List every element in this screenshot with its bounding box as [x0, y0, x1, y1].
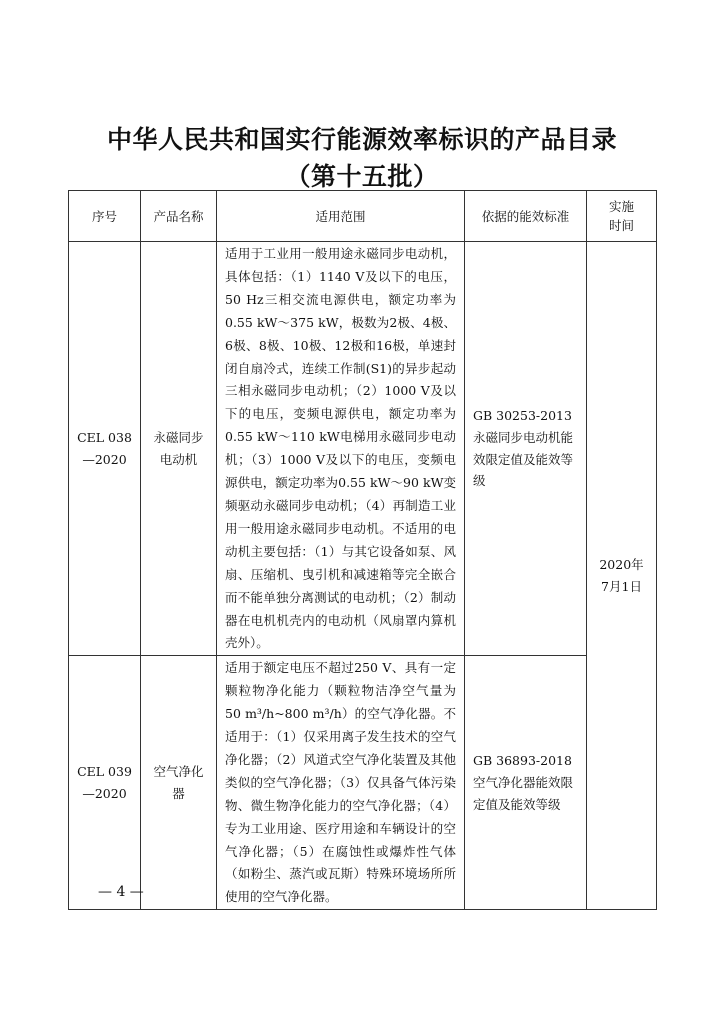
page-subtitle: （第十五批）: [285, 162, 439, 191]
row-product-name: 永磁同步电动机: [141, 242, 217, 656]
table-header-row: [69, 191, 657, 242]
table-row: [69, 242, 657, 656]
row-standard: GB 36893-2018空气净化器能效限定值及能效等级: [465, 656, 587, 910]
effective-date-cell: 2020年7月1日: [587, 242, 657, 910]
row-number: CEL 039—2020: [69, 656, 141, 910]
header-product-name: 产品名称: [141, 191, 217, 242]
header-effective-date: 实施时间: [587, 191, 657, 242]
header-standard: 依据的能效标准: [465, 191, 587, 242]
row-number: CEL 038—2020: [69, 242, 141, 656]
page-title: 中华人民共和国实行能源效率标识的产品目录: [106, 125, 617, 154]
table-row: [69, 656, 657, 910]
product-catalog-table: [68, 190, 657, 910]
row-scope: 适用于工业用一般用途永磁同步电动机，具体包括：（1）1140 V及以下的电压，50 Hz三相交流电源供电，额定功率为0.55 kW～375 kW，极数为2极、4极、6极、8极、10极、12极和16极，单速封闭自扇冷式，连续工作制(S1)的异步起动三相永磁同步电动机；（2）1000 V及以下的电压，变频电源供电，额定功率为0.55 kW～110 kW电梯用永磁同步电动机；（3）1000 V及以下的电压，变频电源供电，额定功率为0.55 kW～90 kW变频驱动永磁同步电动机；（4）再制造工业用一般用途永磁同步电动机。不适用的电动机主要包括：（1）与其它设备如泵、风扇、压缩机、曳引机和减速箱等完全嵌合而不能单独分离测试的电动机；（2）制动器在电机机壳内的电动机（风扇罩内算机壳外）。: [217, 242, 465, 656]
row-standard: GB 30253-2013永磁同步电动机能效限定值及能效等级: [465, 242, 587, 656]
row-product-name: 空气净化器: [141, 656, 217, 910]
header-number: 序号: [69, 191, 141, 242]
page-number: — 4 —: [98, 884, 144, 900]
header-scope: 适用范围: [217, 191, 465, 242]
row-scope: 适用于额定电压不超过250 V、具有一定颗粒物净化能力（颗粒物洁净空气量为 50 m³/h~800 m³/h）的空气净化器。不适用于：（1）仅采用离子发生技术的空气净化器；（2）风道式空气净化装置及其他类似的空气净化器；（3）仅具备气体污染物、微生物净化能力的空气净化器；（4）专为工业用途、医疗用途和车辆设计的空气净化器；（5）在腐蚀性或爆炸性气体（如粉尘、蒸汽或瓦斯）特殊环境场所所使用的空气净化器。: [217, 656, 465, 910]
